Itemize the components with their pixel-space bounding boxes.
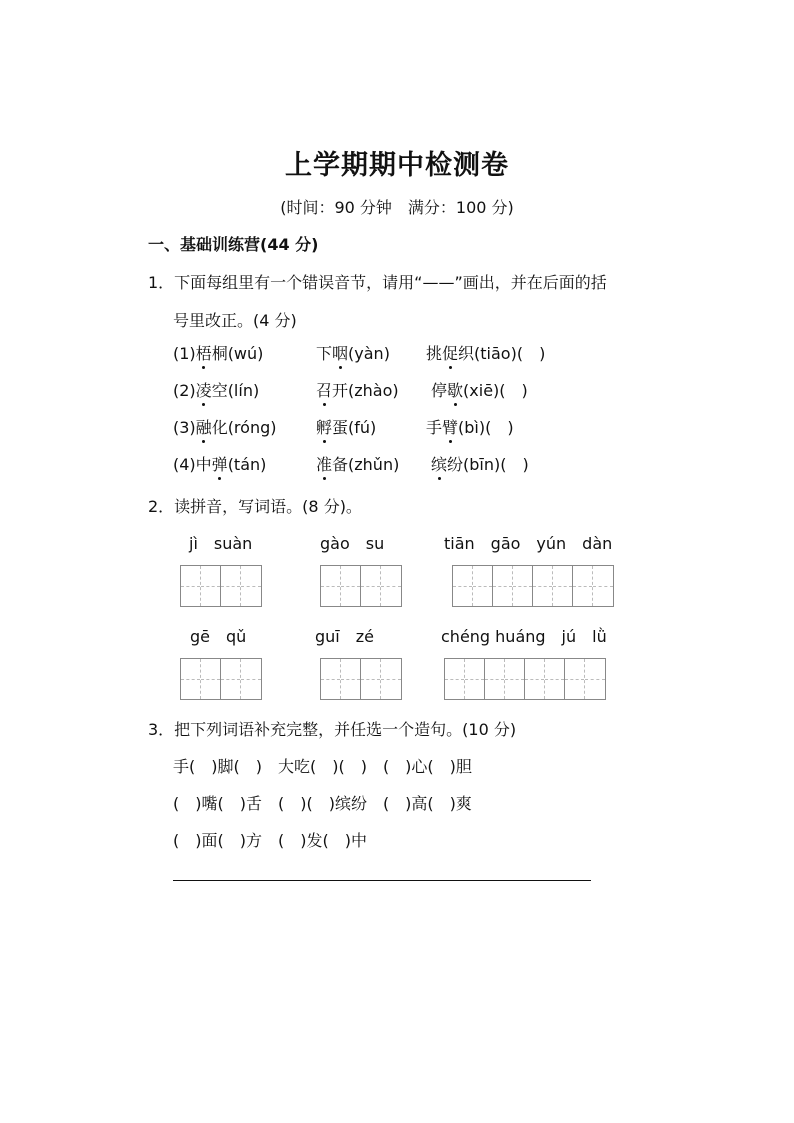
question-2-text: 2．读拼音，写词语。(8 分)。 xyxy=(148,497,362,516)
dotted-char: 歇 xyxy=(447,378,463,401)
fill-line-1: 手( )脚( ) 大吃( )( ) ( )心( )胆 xyxy=(173,757,472,776)
fill-line-2: ( )嘴( )舌 ( )( )缤纷 ( )高( )爽 xyxy=(173,794,472,813)
dotted-char: 弹 xyxy=(212,452,228,475)
item-4a: (4)中弹(tán) xyxy=(173,452,266,475)
pinyin-1: jì suàn xyxy=(189,534,253,553)
dotted-char: 召 xyxy=(316,378,332,401)
pinyin-2: gào su xyxy=(320,534,385,553)
item-3b: 孵蛋(fú) xyxy=(316,415,376,438)
dotted-char: 咽 xyxy=(332,341,348,364)
section-heading: 一、基础训练营(44 分) xyxy=(148,235,319,254)
writing-grid-3[interactable] xyxy=(452,565,614,607)
fill-line-3: ( )面( )方 ( )发( )中 xyxy=(173,831,367,850)
item-2c: 停歇(xiē)( ) xyxy=(431,378,528,401)
item-2b: 召开(zhào) xyxy=(316,378,399,401)
question-3-text: 3．把下列词语补充完整，并任选一个造句。(10 分) xyxy=(148,720,517,739)
item-3a: (3)融化(róng) xyxy=(173,415,277,438)
dotted-char: 准 xyxy=(316,452,332,475)
writing-grid-5[interactable] xyxy=(320,658,402,700)
item-4c: 缤纷(bīn)( ) xyxy=(431,452,529,475)
page-title: 上学期期中检测卷 xyxy=(285,150,509,181)
item-3c: 手臂(bì)( ) xyxy=(426,415,514,438)
dotted-char: 促 xyxy=(442,341,458,364)
pinyin-3: tiān gāo yún dàn xyxy=(444,534,613,553)
pinyin-4: gē qǔ xyxy=(190,627,247,646)
dotted-char: 臂 xyxy=(442,415,458,438)
dotted-char: 融 xyxy=(196,415,212,438)
item-2a: (2)凌空(lín) xyxy=(173,378,259,401)
exam-info: (时间：90 分钟 满分：100 分) xyxy=(280,198,514,217)
writing-grid-4[interactable] xyxy=(180,658,262,700)
pinyin-5: guī zé xyxy=(315,627,374,646)
dotted-char: 缤 xyxy=(431,452,447,475)
answer-line[interactable] xyxy=(173,880,591,881)
dotted-char: 孵 xyxy=(316,415,332,438)
question-1-text-cont: 号里改正。(4 分) xyxy=(173,311,297,330)
pinyin-6: chéng huáng jú lǜ xyxy=(441,627,607,646)
item-4b: 准备(zhǔn) xyxy=(316,452,399,475)
dotted-char: 梧 xyxy=(196,341,212,364)
item-1c: 挑促织(tiāo)( ) xyxy=(426,341,545,364)
writing-grid-2[interactable] xyxy=(320,565,402,607)
dotted-char: 凌 xyxy=(196,378,212,401)
writing-grid-1[interactable] xyxy=(180,565,262,607)
writing-grid-6[interactable] xyxy=(444,658,606,700)
item-1a: (1)梧桐(wú) xyxy=(173,341,263,364)
question-1-text: 1．下面每组里有一个错误音节，请用“——”画出，并在后面的括 xyxy=(148,273,607,292)
item-1b: 下咽(yàn) xyxy=(316,341,390,364)
